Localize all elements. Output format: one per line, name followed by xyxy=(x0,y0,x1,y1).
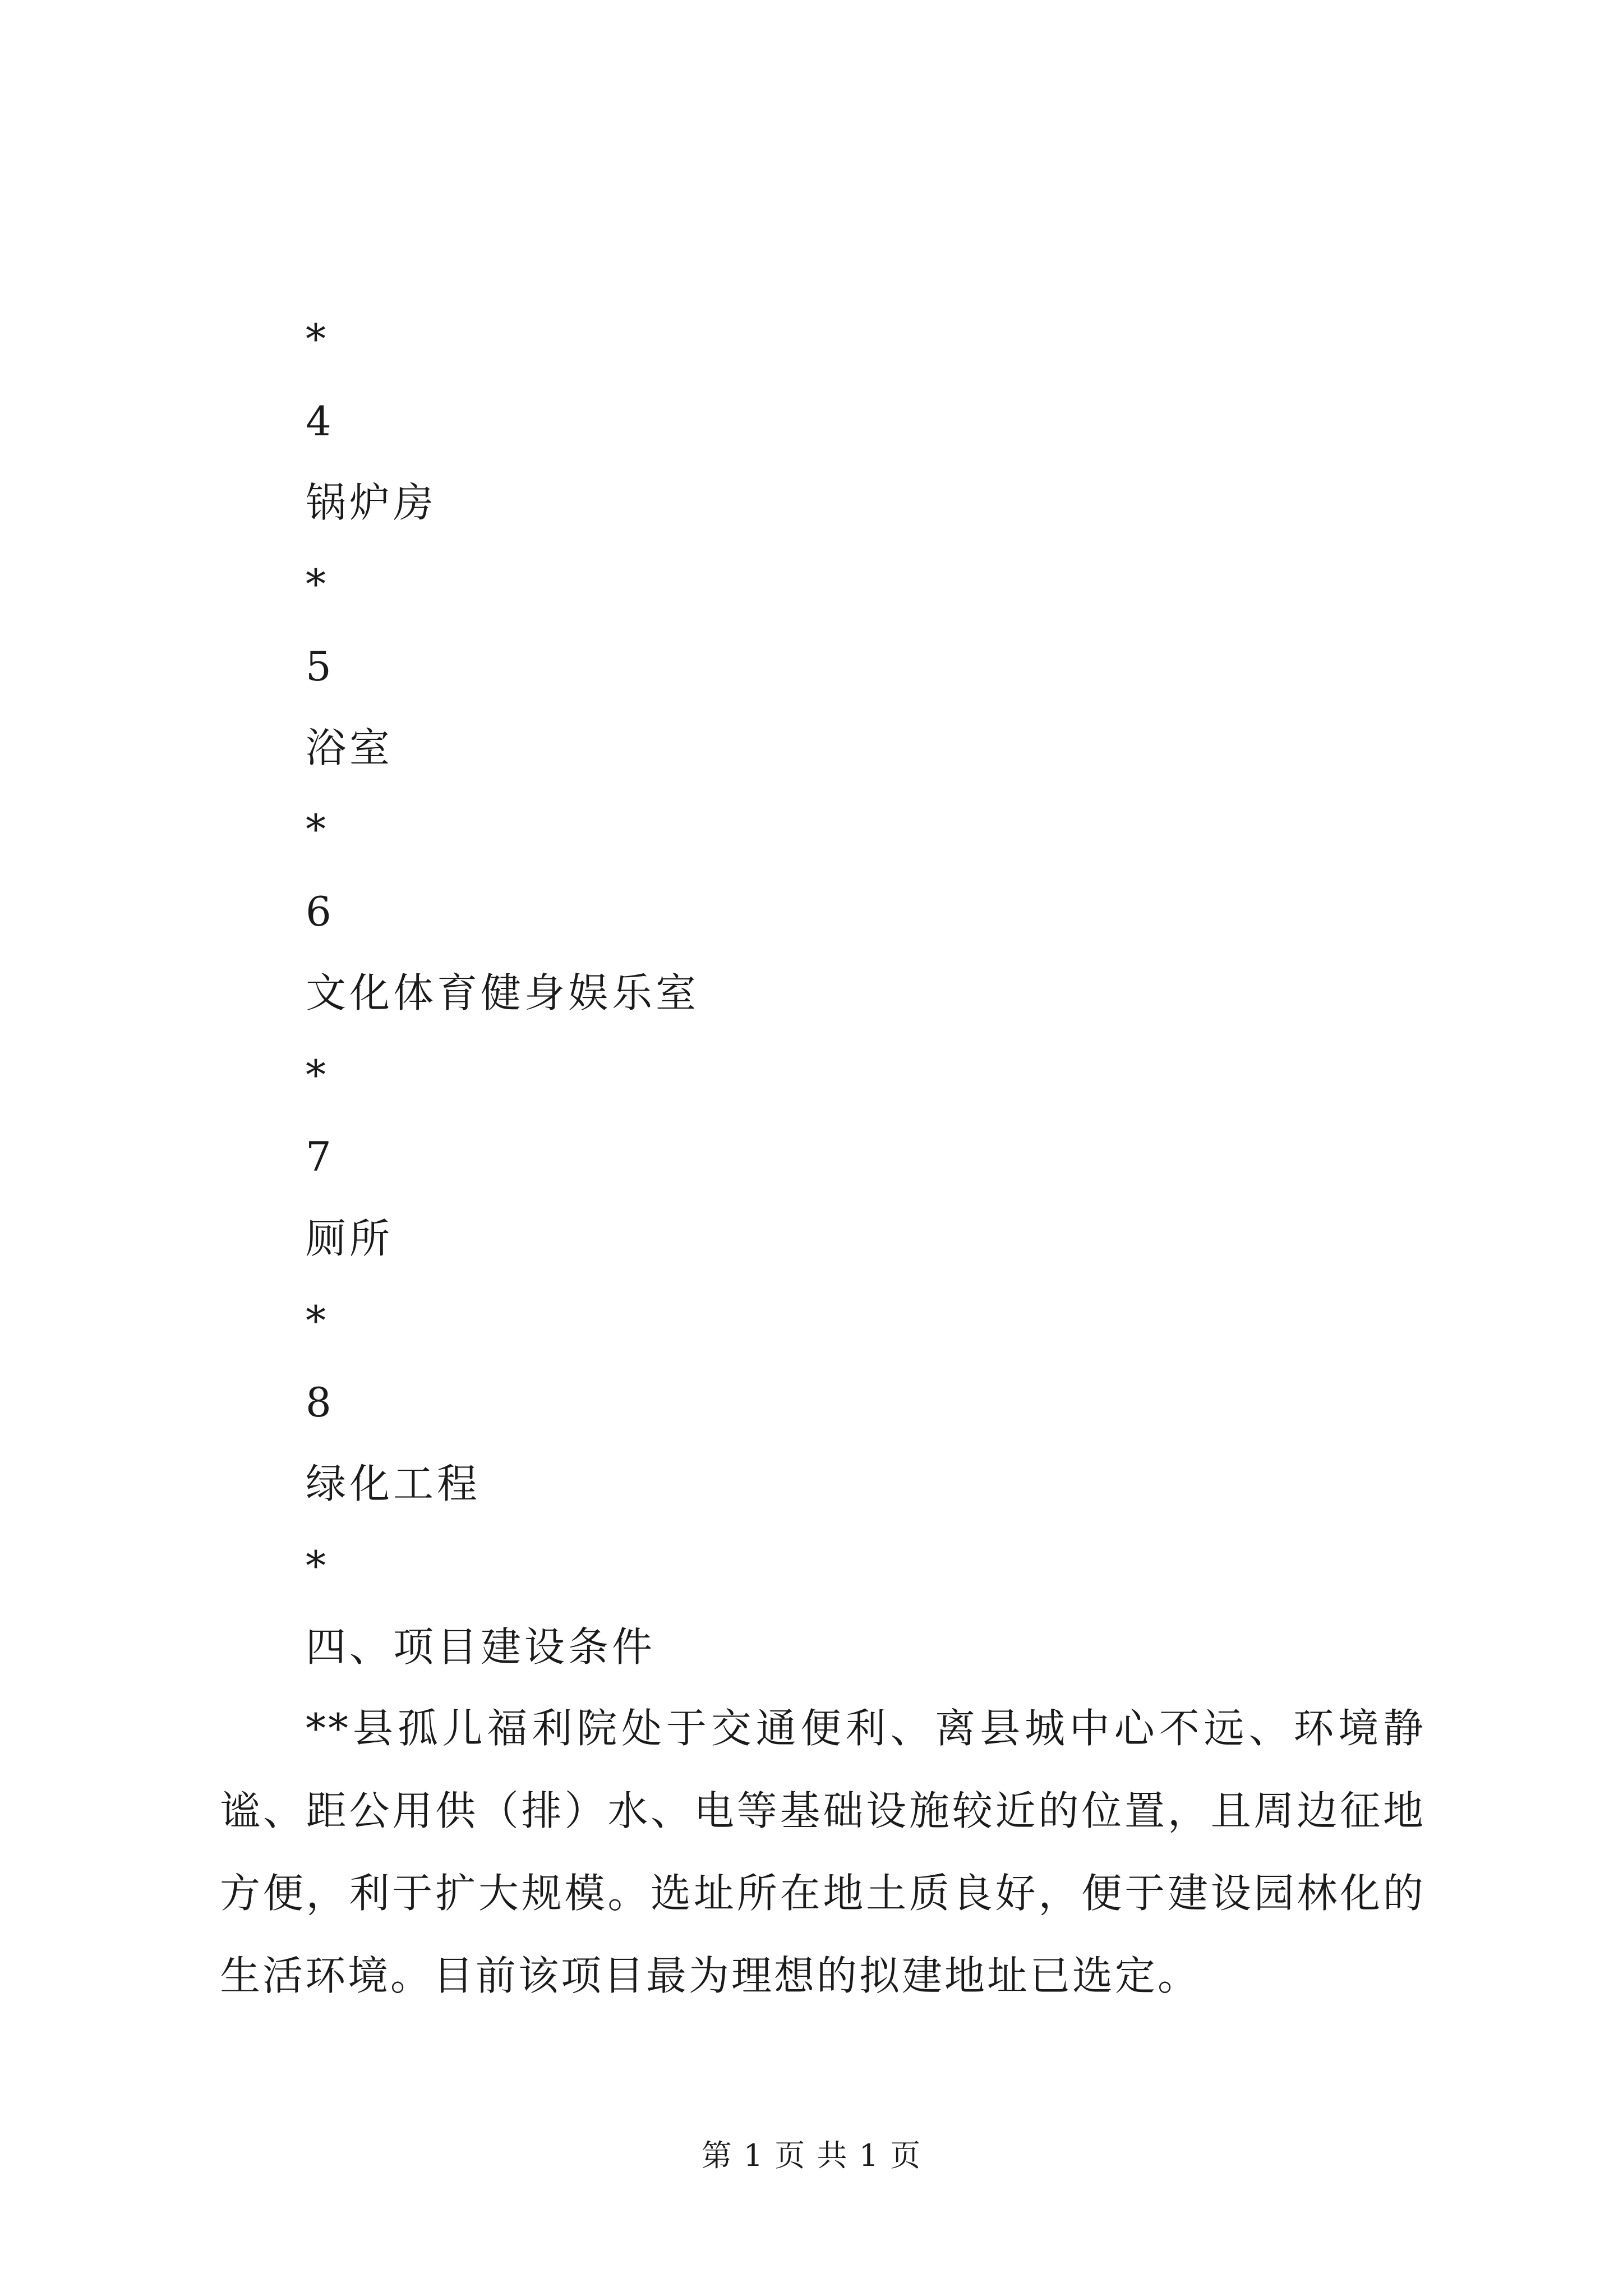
doc-line: * xyxy=(306,806,329,853)
doc-line: 厕所 xyxy=(306,1215,394,1262)
doc-line: 5 xyxy=(306,643,335,690)
doc-line: 4 xyxy=(306,398,335,445)
doc-line: 6 xyxy=(306,888,335,935)
doc-line: 7 xyxy=(306,1133,335,1180)
doc-line: 浴室 xyxy=(306,724,394,771)
doc-line: 文化体育健身娱乐室 xyxy=(306,969,700,1016)
doc-line: 锅炉房 xyxy=(306,479,437,526)
body-paragraph: **县孤儿福利院处于交通便利、离县城中心不远、环境静谧、距公用供（排）水、电等基础设施较近的位置，且周边征地方便，利于扩大规模。选址所在地土质良好，便于建设园林化的生活环境。目前该项目最为理想的拟建地址已选定。 xyxy=(220,1705,1426,1999)
page-footer: 第 1 页 共 1 页 xyxy=(701,2138,922,2173)
doc-line: * xyxy=(306,560,329,608)
doc-line: 绿化工程 xyxy=(306,1460,481,1507)
doc-line: 8 xyxy=(306,1379,335,1426)
section-heading: 四、项目建设条件 xyxy=(306,1623,656,1671)
doc-line: * xyxy=(306,1297,329,1344)
doc-line: * xyxy=(306,1542,329,1589)
doc-line: * xyxy=(306,1051,329,1098)
doc-line: * xyxy=(306,315,329,362)
